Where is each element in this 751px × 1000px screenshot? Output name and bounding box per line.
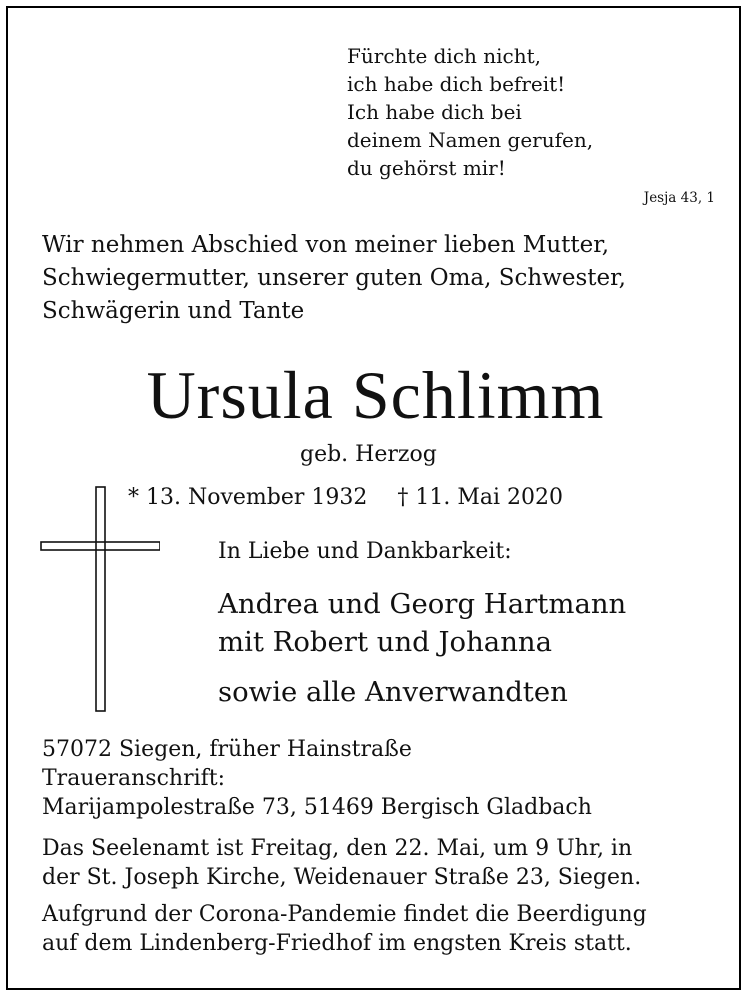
deceased-name: Ursula Schlimm bbox=[146, 357, 605, 433]
intro-line: Wir nehmen Abschied von meiner lieben Mutter, bbox=[42, 232, 610, 258]
service-info bbox=[42, 834, 641, 892]
birth-date: * 13. November 1932 bbox=[128, 485, 368, 510]
burial-info bbox=[42, 900, 647, 958]
family-line: mit Robert und Johanna bbox=[218, 626, 553, 658]
service-line: Das Seelenamt ist Freitag, den 22. Mai, um 9 Uhr, in bbox=[42, 836, 633, 861]
verse-line: du gehörst mir! bbox=[347, 156, 506, 180]
family-line: Andrea und Georg Hartmann bbox=[218, 588, 627, 620]
maiden-name: geb. Herzog bbox=[300, 442, 437, 467]
bible-verse bbox=[347, 42, 593, 182]
intro-line: Schwägerin und Tante bbox=[42, 298, 305, 324]
intro-line: Schwiegermutter, unserer guten Oma, Schwester, bbox=[42, 265, 626, 291]
verse-line: deinem Namen gerufen, bbox=[347, 128, 594, 152]
burial-line: Aufgrund der Corona-Pandemie findet die Beerdigung bbox=[42, 902, 647, 927]
family-names bbox=[218, 585, 626, 661]
verse-line: Ich habe dich bei bbox=[347, 100, 522, 124]
service-line: der St. Joseph Kirche, Weidenauer Straße 23, Siegen. bbox=[42, 865, 642, 890]
verse-line: ich habe dich befreit! bbox=[347, 72, 566, 96]
address-line: Marijampolestraße 73, 51469 Bergisch Gladbach bbox=[42, 795, 592, 820]
relatives-line: sowie alle Anverwandten bbox=[218, 676, 568, 708]
verse-line: Fürchte dich nicht, bbox=[347, 44, 542, 68]
intro-text bbox=[42, 229, 626, 328]
thanks-heading: In Liebe und Dankbarkeit: bbox=[218, 539, 512, 564]
address-line: 57072 Siegen, früher Hainstraße bbox=[42, 737, 412, 762]
address-line: Traueranschrift: bbox=[42, 766, 226, 791]
address-block bbox=[42, 735, 592, 822]
death-date: † 11. Mai 2020 bbox=[397, 485, 564, 510]
burial-line: auf dem Lindenberg-Friedhof im engsten Kreis statt. bbox=[42, 931, 632, 956]
christian-cross-icon bbox=[40, 486, 160, 712]
verse-reference: Jesja 43, 1 bbox=[643, 190, 715, 206]
life-dates bbox=[128, 483, 563, 513]
